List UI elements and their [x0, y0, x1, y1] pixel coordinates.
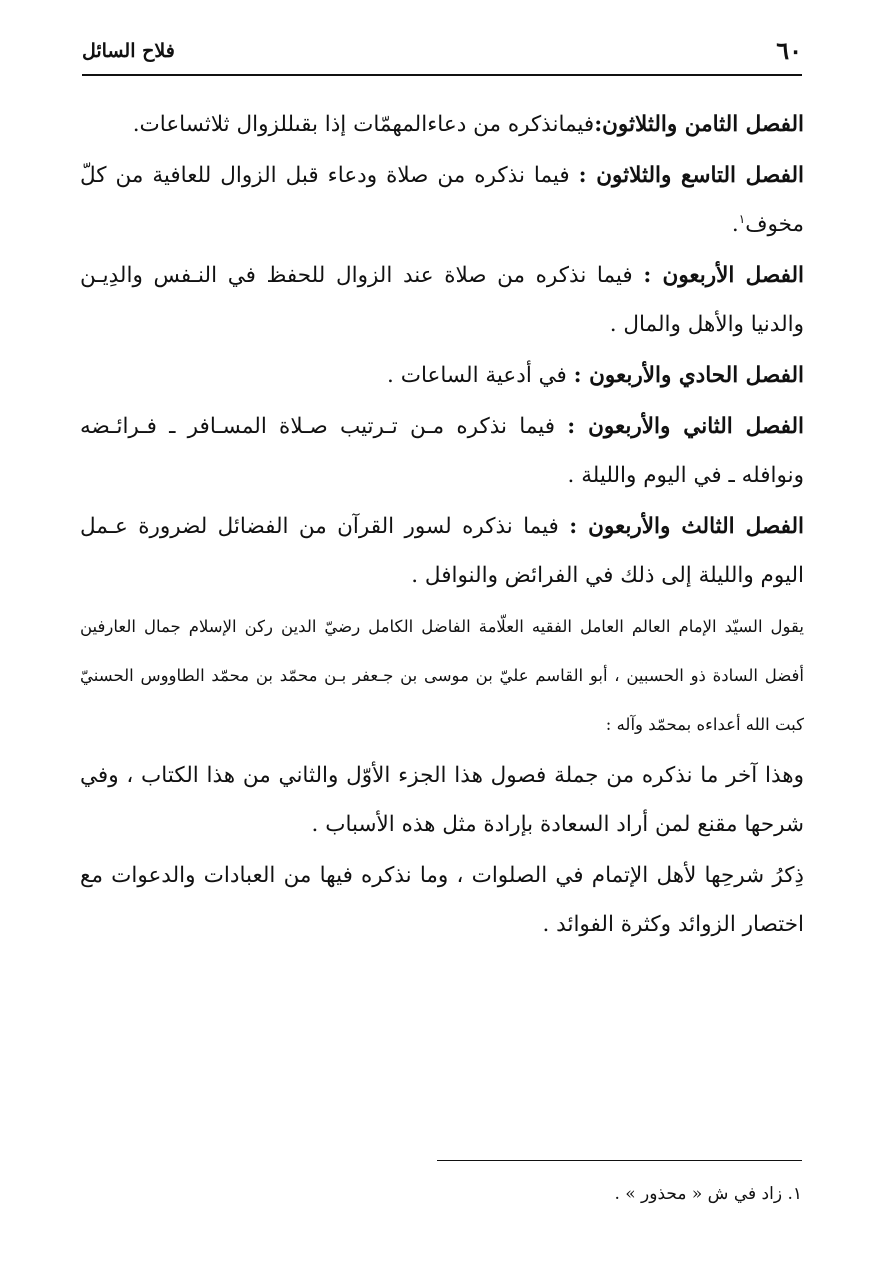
chapter-description: فيما نذكره من صلاة عند الزوال للحفظ في النـفس والدِيـن والدنيا والأهل والمال . — [80, 263, 804, 337]
author-intro: يقول السيّد الإمام العالم العامل الفقيه العلّامة الفاضل الكامل رضيّ الدين ركن الإسلام جمال العارفين أفضل السادة ذو الحسبين ، أبو القاسم عليّ بن موسى بن جـعفر بـن محمّد بن محمّد الطاووس الحسنيّ كبت الله أعداءه بمحمّد وآله : — [80, 617, 804, 734]
chapter-heading: الفصل الأربعون : — [643, 263, 804, 288]
closing-paragraph: وهذا آخر ما نذكره من جملة فصول هذا الجزء الأوّل والثاني من هذا الكتاب ، وفي شرحها مقنع لمن أراد السعادة بإرادة مثل هذه الأسباب . — [80, 763, 804, 837]
closing-paragraph: ذِكرُ شرحِها لأهل الإتمام في الصلوات ، وما نذكره فيها من العبادات والدعوات مع اختصار الزوائد وكثرة الفوائد . — [80, 863, 804, 937]
chapter-entry-41 — [80, 351, 804, 400]
chapter-heading: الفصل الثامن والثلاثون: — [594, 112, 804, 137]
sentence-end: . — [731, 212, 739, 237]
chapter-description: فيما نذكره من صلاة ودعاء قبل الزوال للعافية من كلّ مخوف — [80, 163, 804, 237]
chapter-entry-38 — [80, 100, 804, 149]
running-title: فلاح السائل — [82, 40, 175, 62]
chapter-entry-39 — [80, 151, 804, 249]
main-text — [80, 100, 804, 949]
chapter-entry-43 — [80, 502, 804, 600]
chapter-description: في أدعية الساعات . — [387, 363, 574, 388]
chapter-entry-42 — [80, 402, 804, 500]
chapter-description: فيما نذكره مـن تـرتيب صـلاة المسـافر ـ فـرائـضه ونوافله ـ في اليوم والليلة . — [80, 414, 804, 488]
footnote: ١. زاد في ش « محذور » . — [614, 1184, 802, 1204]
page-number: ٦٠ — [776, 36, 802, 65]
chapter-description: فيما نذكره لسور القرآن من الفضائل لضرورة عـمل اليوم والليلة إلى ذلك في الفرائض والنوافل . — [80, 514, 804, 588]
chapter-heading: الفصل الثالث والأربعون : — [569, 514, 804, 539]
footnote-reference: ١ — [738, 211, 746, 226]
chapter-heading: الفصل التاسع والثلاثون : — [578, 163, 804, 188]
chapter-heading: الفصل الثاني والأربعون : — [567, 414, 804, 439]
chapter-heading: الفصل الحادي والأربعون : — [573, 363, 804, 388]
page-header — [82, 36, 802, 72]
header-rule — [82, 74, 802, 76]
footnote-rule — [437, 1160, 802, 1161]
chapter-entry-40 — [80, 251, 804, 349]
chapter-description: فيمانذكره من دعاءالمهمّات إذا بقىللزوال ثلاثساعات. — [132, 112, 595, 137]
